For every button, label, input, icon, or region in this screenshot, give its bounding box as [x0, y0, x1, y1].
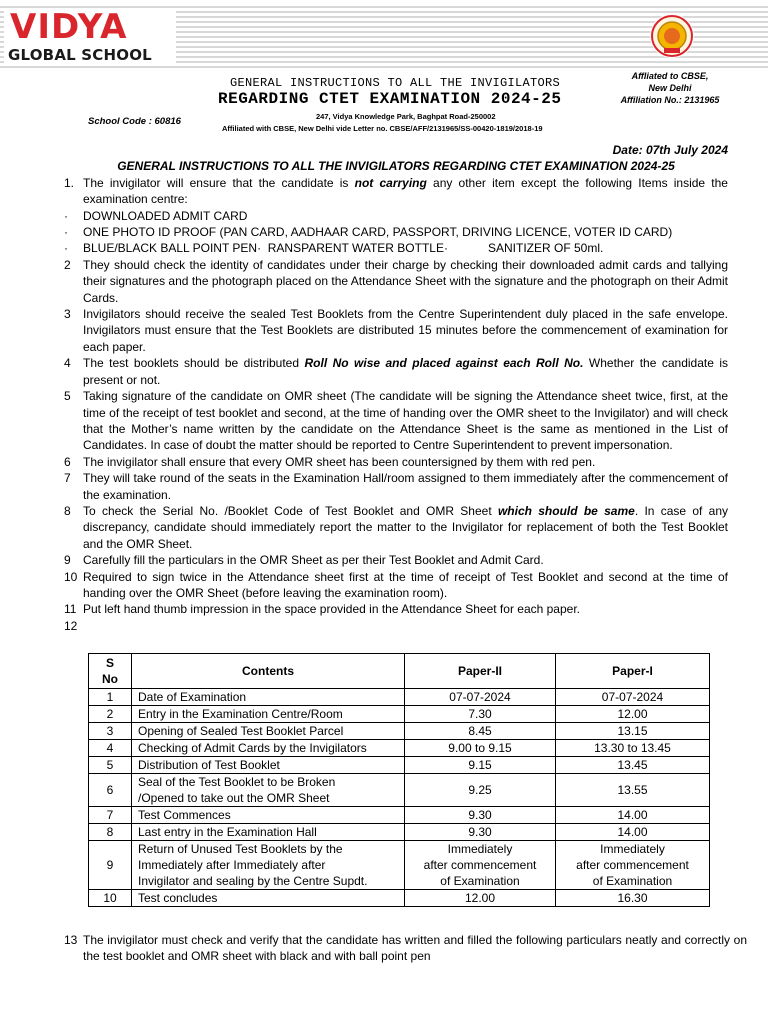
table-row [89, 807, 710, 824]
item-number: 12 [64, 618, 78, 633]
paper2-cell: 12.00 [405, 890, 556, 907]
contents-cell: Test Commences [132, 807, 405, 824]
item-text: To check the Serial No. /Booklet Code of Test Booklet and OMR Sheet [83, 503, 498, 518]
instruction-item [64, 618, 728, 634]
contents-line: Return of Unused Test Booklets by the [138, 842, 343, 856]
paper1-cell: 16.30 [556, 890, 710, 907]
contents-cell: Entry in the Examination Centre/Room [132, 706, 405, 723]
table-row [89, 706, 710, 723]
instruction-item [64, 388, 728, 454]
paper2-cell [405, 841, 556, 890]
instructions-body [64, 142, 728, 634]
paper1-cell [556, 841, 710, 890]
item-text: Taking signature of the candidate on OMR sheet (The candidate will be signing the Attendance sheet twice, first, at the time of the receipt of test booklet and second, at the time of handing over the OMR sheet to the Invigilator) and will check that the Mother’s name written by the candidate on the Attendance Sheet is the same as mentioned in the List of Candidates. In case of doubt the matter should be reported to Centre Superintendent to prevent impersonation. [83, 389, 728, 453]
cbse-affiliation [614, 70, 726, 106]
cbse-line-3: Affiliation No.: 2131965 [620, 95, 720, 105]
paper2-cell: 9.30 [405, 824, 556, 841]
item-number: 13 [64, 933, 78, 947]
item-text: Invigilators should receive the sealed Test Booklets from the Centre Superintendent duly placed in the safe envelope. Invigilators must ensure that the Test Booklets are distributed 15 minutes before the commencement of examination for each paper. [83, 307, 728, 354]
sno-cell: 8 [89, 824, 132, 841]
paper1-header: Paper-I [556, 654, 710, 689]
paper2-header: Paper-II [405, 654, 556, 689]
schedule-table [88, 653, 710, 907]
bullet-item [64, 240, 728, 256]
table-row [89, 890, 710, 907]
contents-line: /Opened to take out the OMR Sheet [138, 791, 330, 805]
sno-cell: 4 [89, 740, 132, 757]
paper1-cell: 12.00 [556, 706, 710, 723]
table-header-row [89, 654, 710, 689]
item-emphasis: not carrying [354, 175, 427, 190]
instruction-item [64, 932, 747, 965]
paper1-cell: 13.15 [556, 723, 710, 740]
contents-line: Immediately after Immediately after [138, 858, 326, 872]
sno-header-line: S [105, 656, 114, 670]
bullet-text: BLUE/BLACK BALL POINT PEN· RANSPARENT WATER BOTTLE· SANITIZER OF 50ml. [83, 241, 604, 256]
item-number: 11 [64, 602, 77, 617]
item-text: . In case of any discrepancy, candidate should immediately report the matter to the Invigilator for replacement of both the Test Booklet and the OMR Sheet. [83, 503, 728, 551]
instruction-item [64, 601, 728, 617]
item-text: The invigilator must check and verify that the candidate has written and filled the following particulars neatly and correctly on the test booklet and OMR sheet with black and with ball point pen [83, 933, 747, 964]
logo-subtitle: GLOBAL SCHOOL [8, 46, 152, 64]
paper2-cell: 9.15 [405, 757, 556, 774]
item-text: They should check the identity of candidates under their charge by checking their downloaded admit cards and tallying their signatures and the photograph placed on the Attendance Sheet with the signature and the photograph on their Admit Cards. [83, 257, 728, 305]
item-number: 4 [64, 356, 71, 371]
paper1-cell: 13.55 [556, 774, 710, 807]
instruction-item [64, 470, 728, 503]
bullet-text: DOWNLOADED ADMIT CARD [83, 208, 248, 223]
instruction-item [64, 175, 728, 208]
paper2-cell: 8.45 [405, 723, 556, 740]
paper1-cell: 14.00 [556, 824, 710, 841]
paper1-cell: 14.00 [556, 807, 710, 824]
school-address: 247, Vidya Knowledge Park, Baghpat Road-250002 [316, 112, 496, 121]
logo-wordmark: VIDYA [10, 7, 128, 47]
cell-line: Immediately [447, 842, 513, 856]
cell-line: of Examination [440, 874, 520, 888]
sno-cell: 2 [89, 706, 132, 723]
item-number: 7 [64, 471, 71, 486]
item-number: 1. [64, 175, 75, 190]
paper2-cell: 9.25 [405, 774, 556, 807]
instruction-item [64, 355, 728, 388]
sno-header-line: No [102, 672, 118, 686]
contents-cell: Last entry in the Examination Hall [132, 824, 405, 841]
contents-cell: Date of Examination [132, 689, 405, 706]
item-number: 9 [64, 553, 71, 568]
contents-cell: Distribution of Test Booklet [132, 757, 405, 774]
sno-cell: 1 [89, 689, 132, 706]
cbse-line-2: New Delhi [648, 83, 692, 93]
item-text: The invigilator will ensure that the candidate is [83, 175, 355, 190]
item-text: any other item except the following Items inside the examination centre: [83, 175, 728, 207]
instruction-item [64, 454, 728, 470]
instructions-heading: GENERAL INSTRUCTIONS TO ALL THE INVIGILATORS REGARDING CTET EXAMINATION 2024-25 [117, 159, 675, 174]
paper2-cell: 7.30 [405, 706, 556, 723]
bullet-item [64, 208, 728, 224]
cbse-line-1: Affliated to CBSE, [631, 71, 709, 81]
paper2-cell: 07-07-2024 [405, 689, 556, 706]
item-text: Carefully fill the particulars in the OMR Sheet as per their Test Booklet and Admit Card. [83, 553, 544, 568]
table-row [89, 824, 710, 841]
item-number: 10 [64, 569, 78, 584]
sno-cell: 10 [89, 890, 132, 907]
paper1-cell: 13.45 [556, 757, 710, 774]
item-text: Whether the candidate is present or not. [83, 356, 729, 387]
cell-line: after commencement [576, 858, 689, 872]
item-text: They will take round of the seats in the Examination Hall/room assigned to them immediately after the commencement of the examination. [83, 471, 728, 502]
contents-cell [132, 841, 405, 890]
bullet-mark: · [64, 225, 68, 240]
bullet-item [64, 224, 728, 240]
item-emphasis: Roll No wise and placed against each Roll No. [304, 356, 584, 371]
paper2-cell: 9.30 [405, 807, 556, 824]
table-row [89, 774, 710, 807]
sno-cell: 5 [89, 757, 132, 774]
sno-cell: 6 [89, 774, 132, 807]
contents-cell: Checking of Admit Cards by the Invigilators [132, 740, 405, 757]
contents-cell: Test concludes [132, 890, 405, 907]
sno-cell: 7 [89, 807, 132, 824]
contents-cell [132, 774, 405, 807]
school-logo [4, 8, 176, 66]
cell-line: of Examination [592, 874, 673, 888]
item-text: The invigilator shall ensure that every OMR sheet has been countersigned by them with red pen. [83, 454, 596, 469]
instruction-item [64, 569, 728, 602]
school-emblem-icon [650, 14, 694, 58]
cell-line: after commencement [423, 858, 537, 872]
bullet-mark: · [64, 208, 68, 223]
paper2-cell: 9.00 to 9.15 [405, 740, 556, 757]
affiliation-letter: Affiliated with CBSE, New Delhi vide Letter no. CBSE/AFF/2131965/SS-00420-1819/2018-19 [222, 124, 543, 133]
item-text: Required to sign twice in the Attendance sheet first at the time of receipt of Test Booklet and second at the time of handing over the OMR Sheet (before leaving the examination room). [83, 569, 728, 600]
table-row [89, 723, 710, 740]
school-code: School Code : 60816 [88, 116, 181, 127]
contents-line: Invigilator and sealing by the Centre Supdt. [138, 874, 368, 888]
item-text: The test booklets should be distributed [83, 356, 305, 371]
document-header [0, 0, 768, 140]
paper1-cell: 07-07-2024 [556, 689, 710, 706]
instruction-item [64, 552, 728, 568]
contents-header: Contents [132, 654, 405, 689]
table-row [89, 740, 710, 757]
title-line-1: GENERAL INSTRUCTIONS TO ALL THE INVIGILATORS [230, 76, 561, 90]
sno-cell: 9 [89, 841, 132, 890]
contents-cell: Opening of Sealed Test Booklet Parcel [132, 723, 405, 740]
item-number: 6 [64, 454, 71, 469]
paper1-cell: 13.30 to 13.45 [556, 740, 710, 757]
bullet-mark: · [64, 241, 68, 256]
sno-header [89, 654, 132, 689]
cell-line: Immediately [600, 842, 665, 856]
item-number: 5 [64, 389, 71, 404]
contents-line: Seal of the Test Booklet to be Broken [138, 775, 336, 789]
table-row [89, 689, 710, 706]
item-emphasis: which should be same [497, 503, 635, 518]
item-number: 3 [64, 307, 71, 322]
instruction-item [64, 306, 728, 355]
table-row [89, 841, 710, 890]
title-line-2: REGARDING CTET EXAMINATION 2024-25 [218, 90, 562, 108]
document-date: Date: 07th July 2024 [612, 143, 728, 157]
table-row [89, 757, 710, 774]
instruction-item [64, 503, 728, 552]
instruction-item [64, 257, 728, 306]
sno-cell: 3 [89, 723, 132, 740]
bullet-text: ONE PHOTO ID PROOF (PAN CARD, AADHAAR CARD, PASSPORT, DRIVING LICENCE, VOTER ID CARD) [83, 225, 673, 240]
item-number: 2 [64, 257, 71, 272]
item-number: 8 [64, 503, 71, 518]
item-text: Put left hand thumb impression in the space provided in the Attendance Sheet for each paper. [83, 602, 580, 617]
